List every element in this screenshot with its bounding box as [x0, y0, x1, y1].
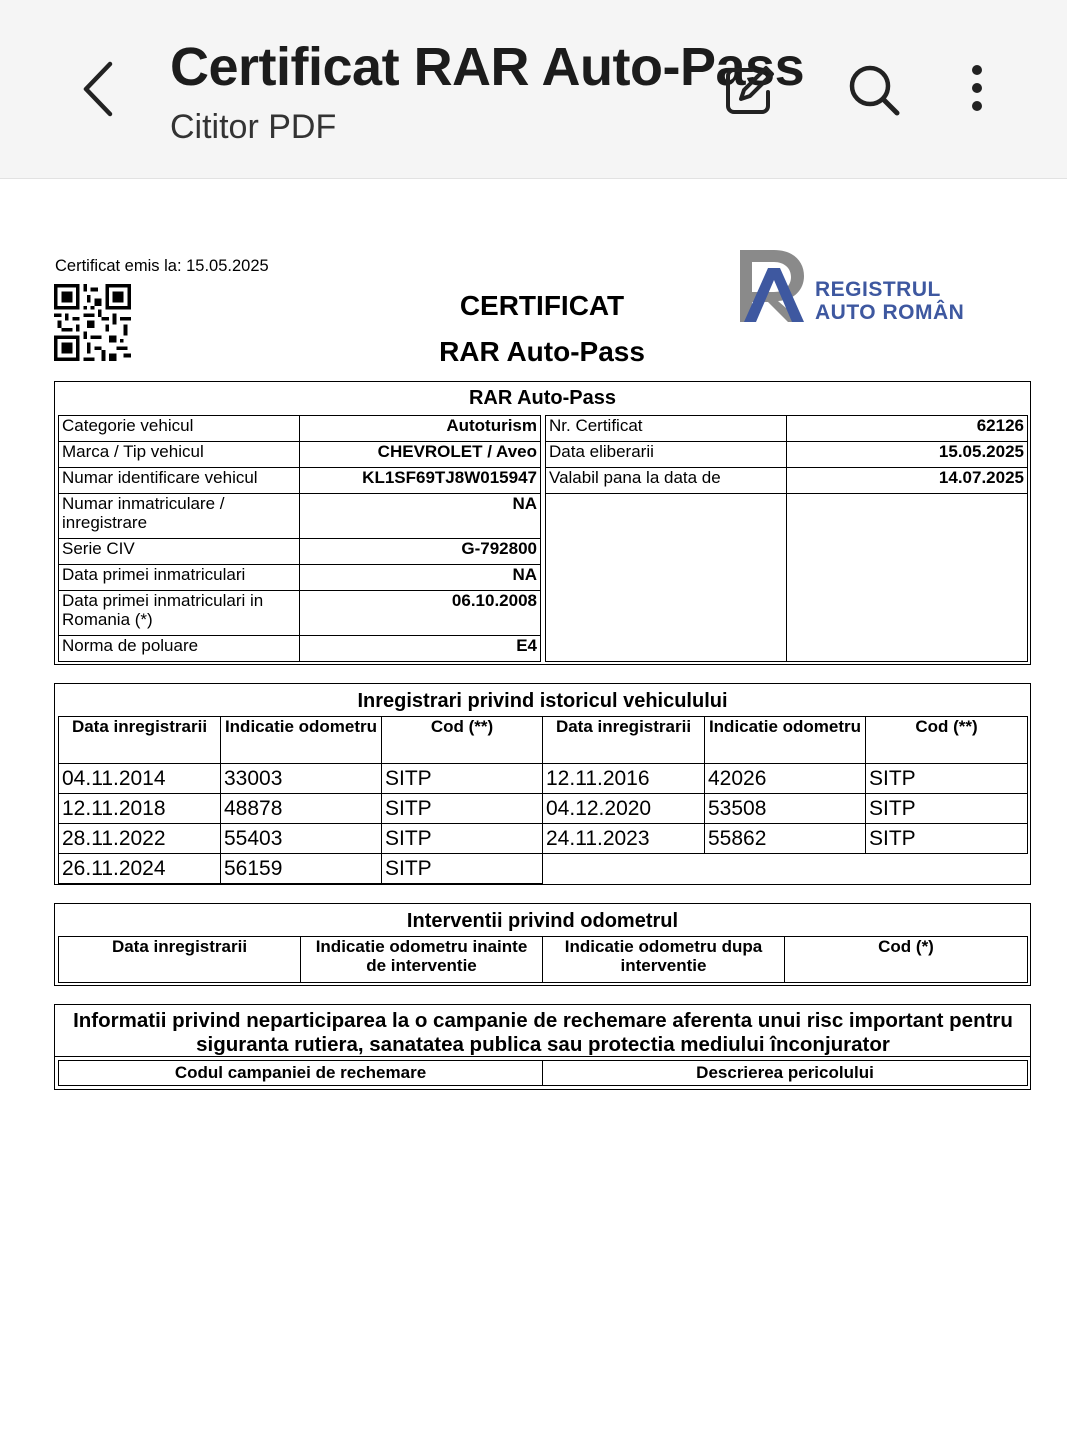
column-header: Cod (**) [382, 717, 543, 764]
empty-cell [543, 854, 705, 884]
column-header: Cod (**) [866, 717, 1028, 764]
table-header-row [59, 717, 1028, 764]
recall-title: Informatii privind neparticiparea la o campanie de rechemare aferenta unui risc important pentru siguranta rutiera, sanatatea publica sau protectia mediului înconjurator [73, 1009, 1013, 1056]
column-header: Cod (*) [785, 937, 1028, 983]
certificate-subtitle: RAR Auto-Pass [439, 336, 645, 367]
code-cell: SITP [866, 794, 1028, 824]
date-cell: 04.11.2014 [59, 764, 221, 794]
value-cell: KL1SF69TJ8W015947 [300, 468, 541, 494]
label-cell: Categorie vehicul [59, 416, 300, 442]
empty-cell [705, 854, 866, 884]
code-cell: SITP [866, 824, 1028, 854]
label-cell: Valabil pana la data de [546, 468, 787, 494]
label-cell: Data primei inmatriculari [59, 565, 300, 591]
logo-line-1: REGISTRUL [815, 278, 941, 301]
table-row [59, 468, 541, 494]
app-bar [0, 0, 1067, 179]
odometer-cell: 42026 [705, 764, 866, 794]
code-cell: SITP [382, 764, 543, 794]
empty-cell [866, 854, 1028, 884]
table-row [59, 442, 541, 468]
certificate-info-table [545, 415, 1028, 662]
label-cell: Numar inmatriculare / inregistrare [59, 494, 300, 539]
odometer-cell: 56159 [221, 854, 382, 884]
history-title: Inregistrari privind istoricul vehiculului [357, 690, 728, 712]
divider [54, 1056, 1031, 1057]
table-row [546, 494, 1028, 662]
column-header: Indicatie odometru [705, 717, 866, 764]
value-cell: G-792800 [300, 539, 541, 565]
table-header-row [59, 1061, 1028, 1086]
table-row [59, 494, 541, 539]
empty-cell [546, 494, 787, 662]
summary-title: RAR Auto-Pass [468, 387, 617, 409]
empty-cell [787, 494, 1028, 662]
label-cell: Data eliberarii [546, 442, 787, 468]
table-row [59, 824, 1028, 854]
date-cell: 12.11.2018 [59, 794, 221, 824]
document-title: Certificat RAR Auto-Pass [170, 37, 805, 97]
column-header: Codul campaniei de rechemare [59, 1061, 543, 1086]
table-row [59, 565, 541, 591]
column-header: Indicatie odometru inainte de interventie [301, 937, 543, 983]
label-cell: Numar identificare vehicul [59, 468, 300, 494]
table-row [59, 416, 541, 442]
table-row [59, 764, 1028, 794]
edit-icon[interactable] [722, 62, 778, 118]
value-cell: NA [300, 565, 541, 591]
code-cell: SITP [866, 764, 1028, 794]
history-table [58, 716, 1028, 884]
column-header: Data inregistrarii [59, 717, 221, 764]
search-icon[interactable] [846, 62, 904, 118]
table-row [59, 539, 541, 565]
odometer-cell: 48878 [221, 794, 382, 824]
issued-date: Certificat emis la: 15.05.2025 [55, 257, 269, 275]
date-cell: 28.11.2022 [59, 824, 221, 854]
date-cell: 04.12.2020 [543, 794, 705, 824]
column-header: Descrierea pericolului [543, 1061, 1028, 1086]
value-cell: 62126 [787, 416, 1028, 442]
table-row [546, 442, 1028, 468]
value-cell: E4 [300, 636, 541, 662]
date-cell: 24.11.2023 [543, 824, 705, 854]
odometer-cell: 33003 [221, 764, 382, 794]
code-cell: SITP [382, 824, 543, 854]
label-cell: Norma de poluare [59, 636, 300, 662]
odometer-title: Interventii privind odometrul [406, 910, 679, 932]
label-cell: Serie CIV [59, 539, 300, 565]
value-cell: Autoturism [300, 416, 541, 442]
rar-logo-text [815, 278, 964, 324]
app-subtitle: Cititor PDF [170, 108, 337, 146]
rar-logo-icon [738, 246, 810, 326]
odometer-cell: 53508 [705, 794, 866, 824]
code-cell: SITP [382, 794, 543, 824]
column-header: Indicatie odometru dupa interventie [543, 937, 785, 983]
odometer-table [58, 936, 1028, 983]
column-header: Data inregistrarii [59, 937, 301, 983]
value-cell: CHEVROLET / Aveo [300, 442, 541, 468]
table-row [546, 416, 1028, 442]
value-cell: 06.10.2008 [300, 591, 541, 636]
label-cell: Data primei inmatriculari in Romania (*) [59, 591, 300, 636]
recall-table [58, 1060, 1028, 1086]
more-vert-icon[interactable] [966, 62, 988, 118]
table-row [59, 794, 1028, 824]
odometer-cell: 55862 [705, 824, 866, 854]
logo-line-2: AUTO ROMÂN [815, 301, 965, 324]
odometer-cell: 55403 [221, 824, 382, 854]
certificate-title: CERTIFICAT [459, 290, 625, 321]
label-cell: Nr. Certificat [546, 416, 787, 442]
qr-code [54, 284, 131, 361]
label-cell: Marca / Tip vehicul [59, 442, 300, 468]
table-header-row [59, 937, 1028, 983]
table-row [59, 854, 1028, 884]
value-cell: 14.07.2025 [787, 468, 1028, 494]
table-row [546, 468, 1028, 494]
code-cell: SITP [382, 854, 543, 884]
table-row [59, 591, 541, 636]
value-cell: 15.05.2025 [787, 442, 1028, 468]
date-cell: 12.11.2016 [543, 764, 705, 794]
back-arrow-icon[interactable] [78, 58, 122, 120]
column-header: Data inregistrarii [543, 717, 705, 764]
value-cell: NA [300, 494, 541, 539]
vehicle-info-table [58, 415, 541, 662]
date-cell: 26.11.2024 [59, 854, 221, 884]
column-header: Indicatie odometru [221, 717, 382, 764]
table-row [59, 636, 541, 662]
